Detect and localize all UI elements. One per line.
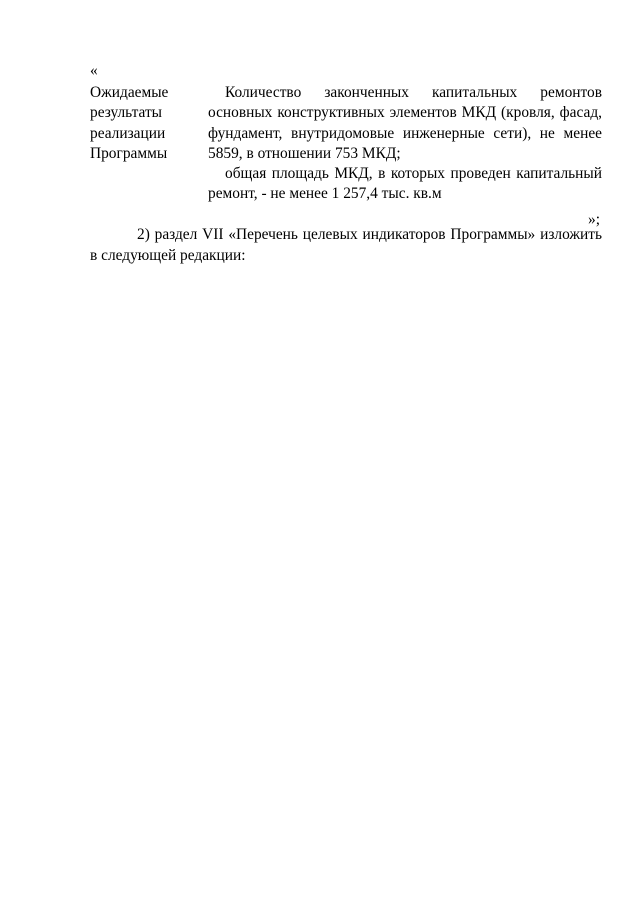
results-paragraph-area: общая площадь МКД, в которых проведен капитальный ремонт, - не менее 1 257,4 тыс. кв.м	[208, 165, 602, 203]
expected-results-row	[90, 83, 602, 205]
amendment-item-2: 2) раздел VII «Перечень целевых индикаторов Программы» изложить в следующей редакции:	[90, 226, 602, 264]
results-label-cell	[90, 83, 208, 205]
results-text-cell	[208, 83, 602, 205]
opening-quote-mark: «	[90, 62, 98, 79]
results-label-line: реализации	[90, 124, 166, 142]
closing-quote-mark: »;	[588, 211, 600, 228]
results-paragraph-repairs: Количество законченных капитальных ремонтов основных конструктивных элементов МКД (кровля, фасад, фундамент, внутридомовые инженерные сети), не менее 5859, в отношении 753 МКД;	[208, 84, 602, 162]
results-label-line: Ожидаемые	[90, 84, 169, 101]
results-label-line: Программы	[90, 144, 168, 162]
results-label-line: результаты	[90, 104, 163, 122]
